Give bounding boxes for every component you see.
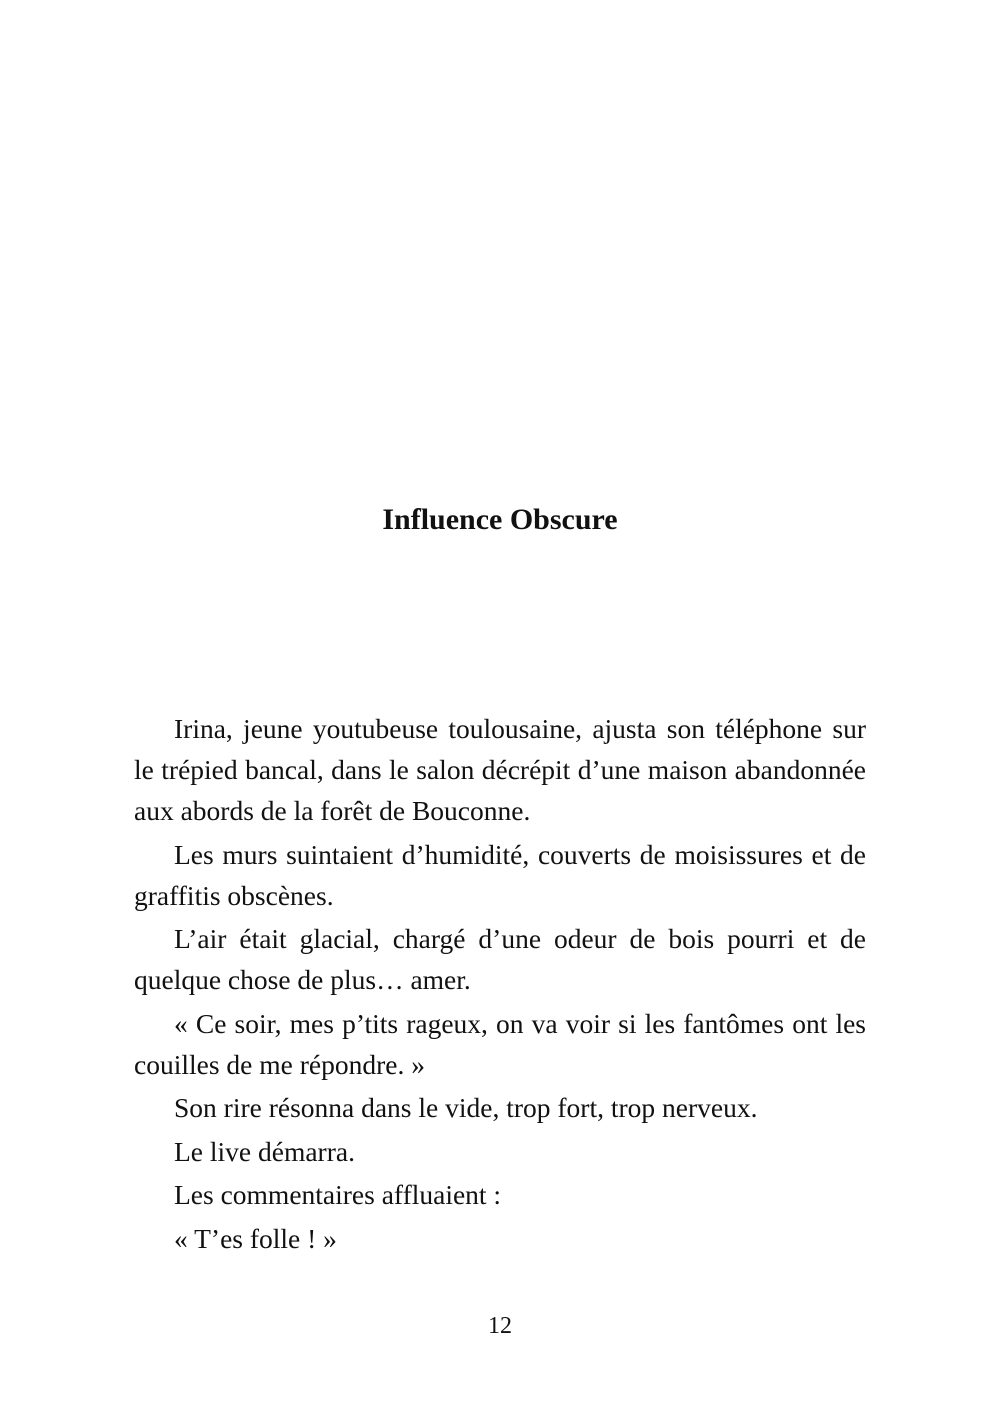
- page-number: 12: [488, 1313, 512, 1339]
- paragraph: Irina, jeune youtubeuse toulousaine, ajusta son téléphone sur le trépied bancal, dans le salon décrépit d’une maison abandonnée aux abords de la forêt de Bouconne.: [134, 713, 866, 826]
- paragraph: Les commentaires affluaient :: [174, 1179, 502, 1210]
- body-text: [134, 708, 866, 1261]
- paragraph: « Ce soir, mes p’tits rageux, on va voir si les fantômes ont les couilles de me répondre. »: [134, 1007, 866, 1080]
- paragraph: « T’es folle ! »: [174, 1222, 337, 1254]
- paragraph: Son rire résonna dans le vide, trop fort, trop nerveux.: [174, 1092, 758, 1123]
- paragraph: Les murs suintaient d’humidité, couverts de moisissures et de graffitis obscènes.: [134, 838, 866, 911]
- paragraph: Le live démarra.: [174, 1135, 355, 1167]
- paragraph: L’air était glacial, chargé d’une odeur de bois pourri et de quelque chose de plus… amer.: [134, 923, 866, 995]
- chapter-title: Influence Obscure: [382, 503, 618, 536]
